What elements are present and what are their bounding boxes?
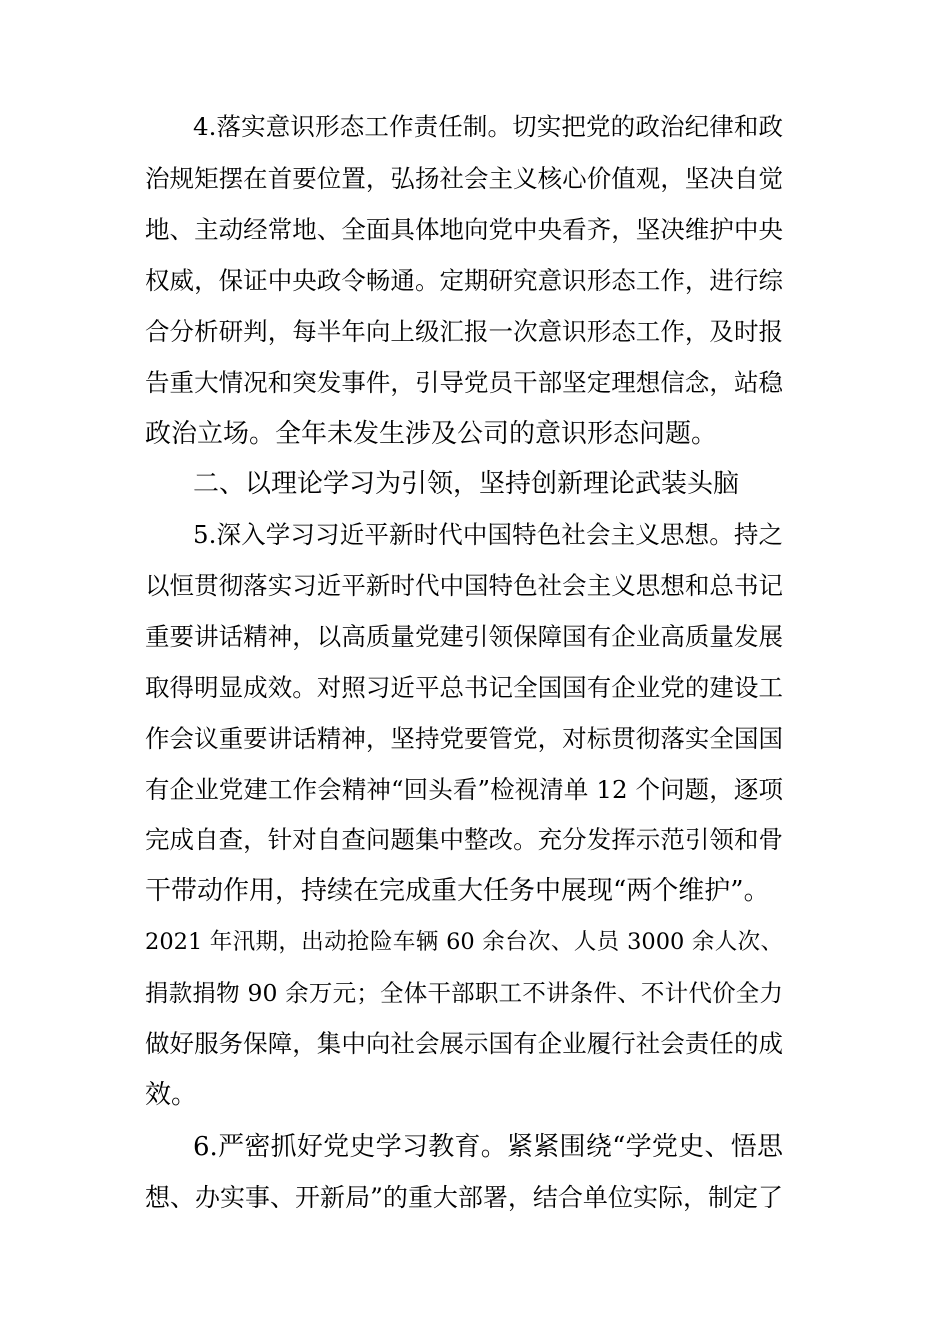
text-line: 想、办实事、开新局”的重大部署，结合单位实际，制定了 [145,1183,783,1212]
text-line: 4.落实意识形态工作责任制。切实把党的政治纪律和政 [193,112,783,141]
text-line: 治规矩摆在首要位置，弘扬社会主义核心价值观，坚决自觉 [145,164,783,193]
text-line: 地、主动经常地、全面具体地向党中央看齐，坚决维护中央 [145,215,783,244]
text-line: 干带动作用，持续在完成重大任务中展现“两个维护”。 [145,876,770,906]
text-line: 合分析研判，每半年向上级汇报一次意识形态工作，及时报 [145,317,783,346]
text-line: 有企业党建工作会精神“回头看”检视清单 12 个问题，逐项 [145,775,783,804]
text-line: 6.严密抓好党史学习教育。紧紧围绕“学党史、悟思 [193,1132,783,1162]
text-line: 重要讲话精神，以高质量党建引领保障国有企业高质量发展 [145,622,783,651]
text-line: 做好服务保障，集中向社会展示国有企业履行社会责任的成 [145,1029,783,1058]
text-line: 捐款捐物 90 余万元；全体干部职工不讲条件、不计代价全力 [145,979,783,1007]
text-line: 政治立场。全年未发生涉及公司的意识形态问题。 [145,419,718,449]
text-line: 取得明显成效。对照习近平总书记全国国有企业党的建设工 [145,673,783,702]
text-line: 5.深入学习习近平新时代中国特色社会主义思想。持之 [193,520,783,549]
text-line: 效。 [145,1080,198,1110]
section-heading: 二、以理论学习为引领，坚持创新理论武装头脑 [193,469,740,499]
text-line: 2021 年汛期，出动抢险车辆 60 余台次、人员 3000 余人次、 [145,929,783,955]
text-line: 完成自查，针对自查问题集中整改。充分发挥示范引领和骨 [145,825,783,854]
text-line: 告重大情况和突发事件，引导党员干部坚定理想信念，站稳 [145,368,783,397]
text-line: 作会议重要讲话精神，坚持党要管党，对标贯彻落实全国国 [145,724,783,753]
text-line: 权威，保证中央政令畅通。定期研究意识形态工作，进行综 [145,266,783,295]
text-line: 以恒贯彻落实习近平新时代中国特色社会主义思想和总书记 [145,571,783,600]
